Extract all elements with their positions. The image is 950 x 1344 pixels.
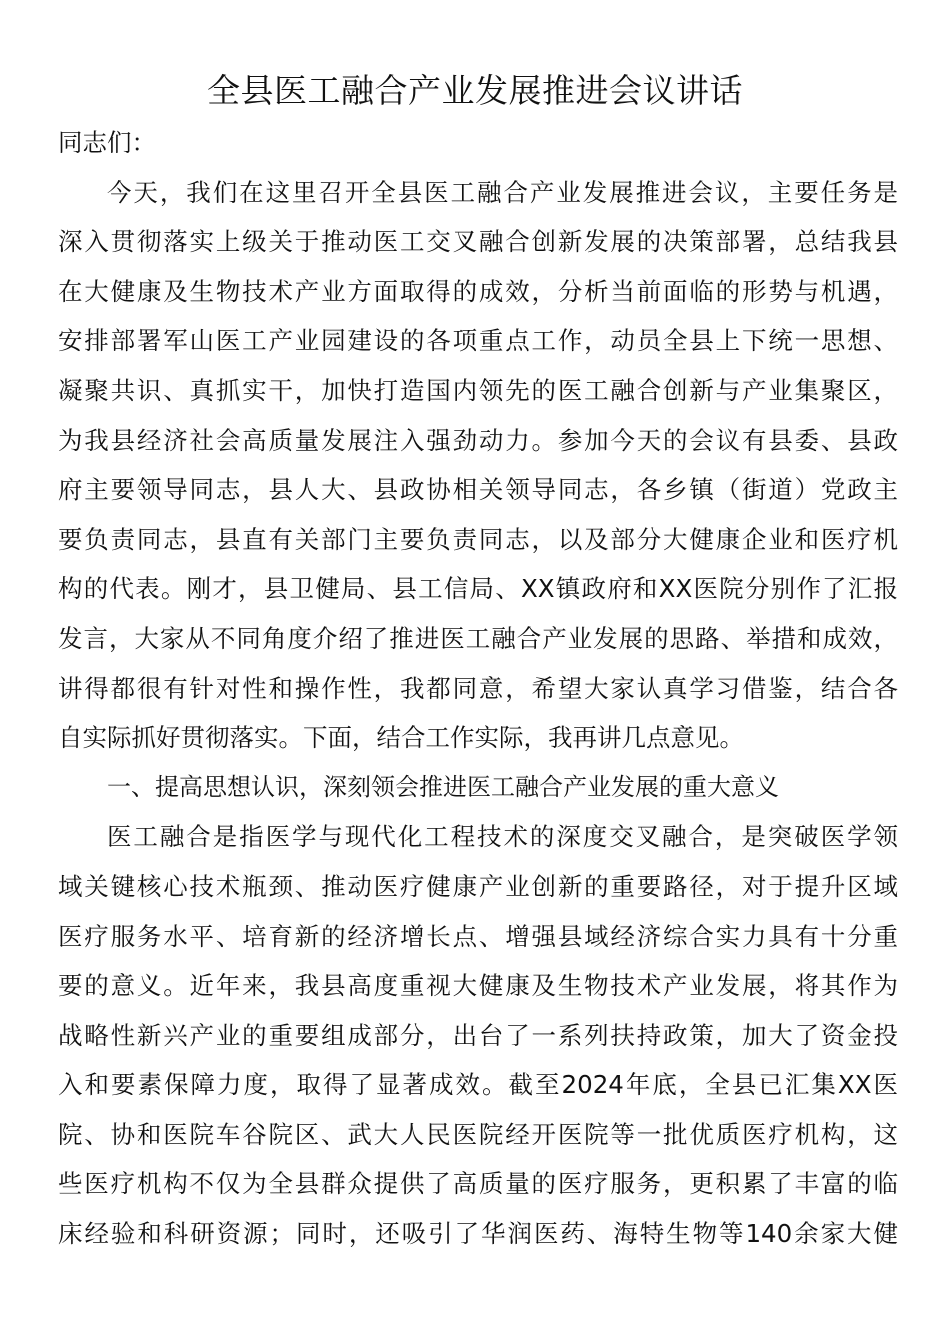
paragraph-line: 域关键核心技术瓶颈、推动医疗健康产业创新的重要路径，对于提升区域 bbox=[58, 871, 898, 901]
paragraph-line: 为我县经济社会高质量发展注入强劲动力。参加今天的会议有县委、县政 bbox=[58, 425, 898, 455]
paragraph-line: 安排部署军山医工产业园建设的各项重点工作，动员全县上下统一思想、 bbox=[58, 326, 898, 356]
paragraph-line: 医疗服务水平、培育新的经济增长点、增强县域经济综合实力具有十分重 bbox=[58, 921, 898, 951]
paragraph-line: 凝聚共识、真抓实干，加快打造国内领先的医工融合创新与产业集聚区， bbox=[58, 375, 898, 405]
paragraph-line: 府主要领导同志，县人大、县政协相关领导同志，各乡镇（街道）党政主 bbox=[58, 475, 898, 505]
paragraph-line: 战略性新兴产业的重要组成部分，出台了一系列扶持政策，加大了资金投 bbox=[58, 1020, 898, 1050]
section-heading: 一、提高思想认识，深刻领会推进医工融合产业发展的重大意义 bbox=[107, 772, 779, 801]
paragraph-line: 入和要素保障力度，取得了显著成效。截至2024年底，全县已汇集XX医 bbox=[58, 1070, 898, 1100]
paragraph-line: 些医疗机构不仅为全县群众提供了高质量的医疗服务，更积累了丰富的临 bbox=[58, 1169, 898, 1199]
paragraph-line: 讲得都很有针对性和操作性，我都同意，希望大家认真学习借鉴，结合各 bbox=[58, 673, 898, 703]
document-title: 全县医工融合产业发展推进会议讲话 bbox=[207, 71, 743, 110]
paragraph-line: 今天，我们在这里召开全县医工融合产业发展推进会议，主要任务是 bbox=[107, 177, 898, 207]
paragraph-line: 深入贯彻落实上级关于推动医工交叉融合创新发展的决策部署，总结我县 bbox=[58, 227, 898, 257]
document-body bbox=[58, 118, 898, 1259]
paragraph-line: 在大健康及生物技术产业方面取得的成效，分析当前面临的形势与机遇， bbox=[58, 276, 898, 306]
paragraph-line: 发言，大家从不同角度介绍了推进医工融合产业发展的思路、举措和成效， bbox=[58, 623, 898, 653]
paragraph-line: 医工融合是指医学与现代化工程技术的深度交叉融合，是突破医学领 bbox=[107, 822, 898, 852]
paragraph-line: 构的代表。刚才，县卫健局、县工信局、XX镇政府和XX医院分别作了汇报 bbox=[58, 574, 898, 604]
paragraph-line: 自实际抓好贯彻落实。下面，结合工作实际，我再讲几点意见。 bbox=[58, 723, 744, 753]
paragraph-line: 床经验和科研资源；同时，还吸引了华润医药、海特生物等140余家大健 bbox=[58, 1219, 898, 1249]
paragraph-line: 要的意义。近年来，我县高度重视大健康及生物技术产业发展，将其作为 bbox=[58, 971, 898, 1001]
salutation: 同志们： bbox=[58, 128, 156, 157]
paragraph-line: 要负责同志，县直有关部门主要负责同志，以及部分大健康企业和医疗机 bbox=[58, 524, 898, 554]
paragraph-line: 院、协和医院车谷院区、武大人民医院经开医院等一批优质医疗机构，这 bbox=[58, 1119, 898, 1149]
